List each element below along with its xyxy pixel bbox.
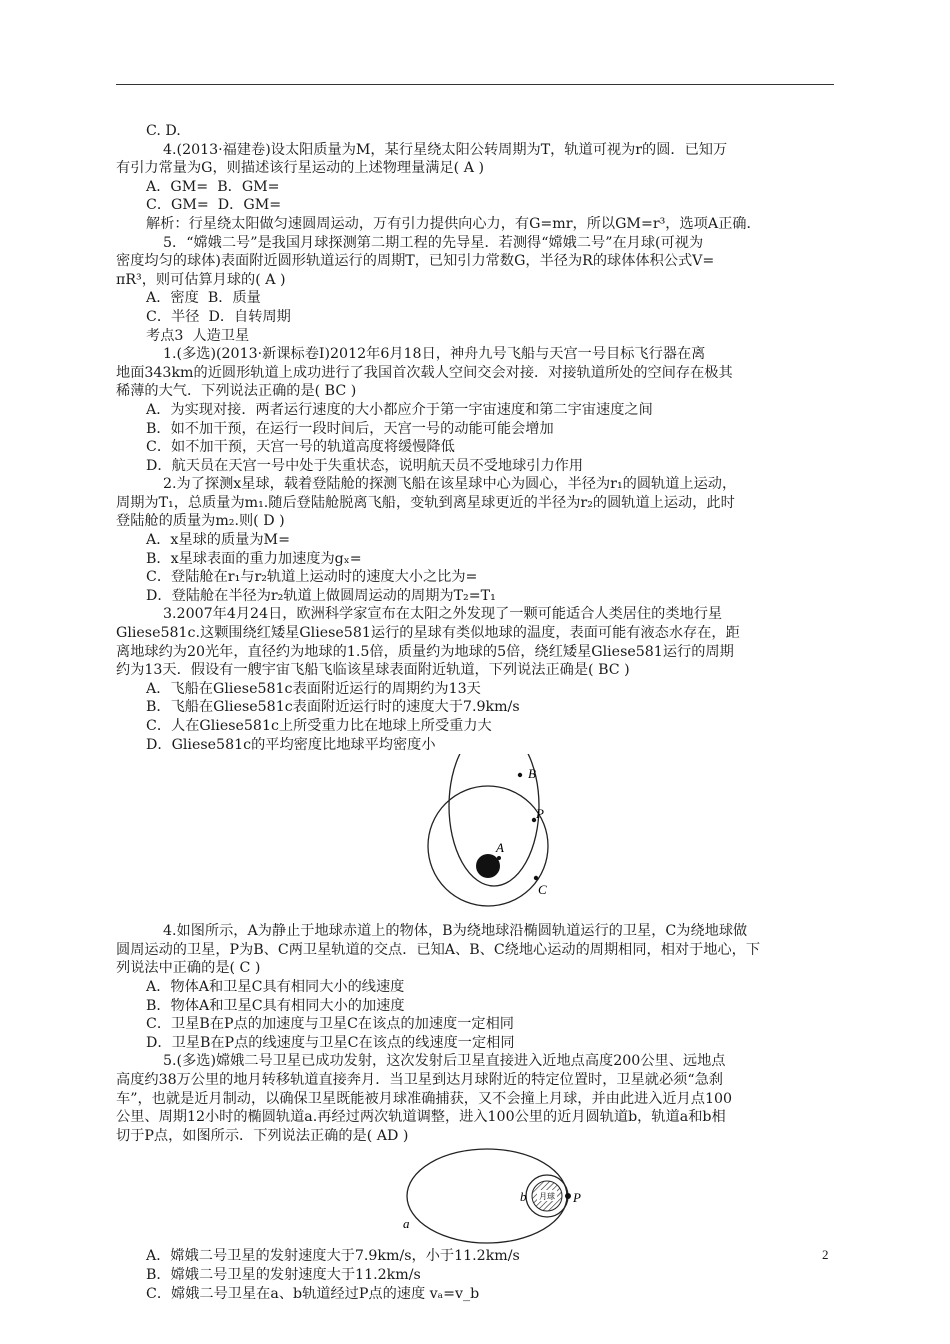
text-line: 4.如图所示，A为静止于地球赤道上的物体，B为绕地球沿椭圆轨道运行的卫星，C为绕地球做 — [163, 923, 748, 940]
text-line: 4.(2013·福建卷)设太阳质量为M，某行星绕太阳公转周期为T，轨道可视为r的圆．已知万 — [163, 141, 728, 158]
text-line: A．物体A和卫星C具有相同大小的线速度 — [146, 978, 405, 995]
text-line: D．航天员在天宫一号中处于失重状态，说明航天员不受地球引力作用 — [146, 457, 584, 474]
text-line: 周期为T₁，总质量为m₁.随后登陆舱脱离飞船，变轨到离星球更近的半径为r₂的圆轨道上运动，此时 — [116, 494, 735, 511]
text-line: A．密度 B．质量 — [146, 290, 261, 307]
text-line: 约为13天．假设有一艘宇宙飞船飞临该星球表面附近轨道，下列说法正确是( BC ) — [116, 662, 630, 679]
text-line: D．卫星B在P点的线速度与卫星C在该点的线速度一定相同 — [146, 1034, 515, 1051]
orbit-diagram — [116, 754, 834, 922]
point-b-dot — [518, 773, 522, 777]
text-line: B．如不加干预，在运行一段时间后，天宫一号的动能可能会增加 — [146, 420, 554, 437]
orbit-c-circle — [428, 786, 548, 906]
label-b: B — [528, 766, 536, 782]
text-line: 切于P点，如图所示．下列说法正确的是( AD ) — [116, 1127, 409, 1144]
text-block-bottom — [116, 1247, 834, 1303]
text-line: B．飞船在Gliese581c表面附近运行时的速度大于7.9km/s — [146, 699, 520, 716]
header-rule — [116, 84, 834, 85]
point-a-dot — [497, 856, 501, 860]
text-block-top — [116, 122, 834, 754]
text-line: B．x星球表面的重力加速度为gₓ= — [146, 550, 362, 567]
text-line: C．半径 D．自转周期 — [146, 308, 291, 325]
point-c-dot — [534, 876, 538, 880]
text-line: Gliese581c.这颗围绕红矮星Gliese581运行的星球有类似地球的温度，表面可能有液态水存在，距 — [116, 625, 740, 642]
text-line: 地面343km的近圆形轨道上成功进行了我国首次载人空间交会对接．对接轨道所处的空间存在极其 — [116, 364, 733, 381]
label-a: a — [403, 1216, 410, 1232]
text-line: 考点3 人造卫星 — [146, 327, 250, 344]
text-line: D．Gliese581c的平均密度比地球平均密度小 — [146, 736, 436, 753]
label-c: C — [538, 882, 547, 898]
text-line: 1.(多选)(2013·新课标卷Ⅰ)2012年6月18日，神舟九号飞船与天宫一号目标飞行器在离 — [163, 346, 706, 363]
text-line: 有引力常量为G，则描述该行星运动的上述物理量满足( A ) — [116, 160, 484, 177]
text-line: 3.2007年4月24日，欧洲科学家宣布在太阳之外发现了一颗可能适合人类居住的类地行星 — [163, 606, 723, 623]
text-line: 稀薄的大气．下列说法正确的是( BC ) — [116, 383, 357, 400]
text-line: A．嫦娥二号卫星的发射速度大于7.9km/s，小于11.2km/s — [146, 1248, 520, 1265]
text-line: A．为实现对接．两者运行速度的大小都应介于第一宇宙速度和第二宇宙速度之间 — [146, 401, 653, 418]
text-line: D．登陆舱在半径为r₂轨道上做圆周运动的周期为T₂=T₁ — [146, 587, 496, 604]
text-line: C．人在Gliese581c上所受重力比在地球上所受重力大 — [146, 718, 492, 734]
text-line: 解析：行星绕太阳做匀速圆周运动，万有引力提供向心力，有G=mr，所以GM=r³，选项A正确． — [146, 215, 761, 232]
text-line: 2.为了探测x星球，载着登陆舱的探测飞船在该星球中心为圆心，半径为r₁的圆轨道上运动， — [163, 476, 737, 493]
text-line: 5.(多选)嫦娥二号卫星已成功发射，这次发射后卫星直接进入近地点高度200公里、远地点 — [163, 1053, 726, 1070]
earth-disc — [476, 854, 500, 878]
text-line: πR³，则可估算月球的( A ) — [116, 271, 286, 288]
text-line: C．GM= D．GM= — [146, 197, 282, 214]
text-line: 列说法中正确的是( C ) — [116, 960, 261, 977]
text-line: B．嫦娥二号卫星的发射速度大于11.2km/s — [146, 1266, 421, 1283]
text-line: C．登陆舱在r₁与r₂轨道上运动时的速度大小之比为= — [146, 569, 478, 586]
point-p-dot — [565, 1193, 571, 1199]
text-line: B．物体A和卫星C具有相同大小的加速度 — [146, 997, 405, 1014]
text-line: 车”，也就是近月制动，以确保卫星既能被月球准确捕获，又不会撞上月球，并由此进入近月点100 — [116, 1090, 733, 1107]
text-line: 圆周运动的卫星，P为B、C两卫星轨道的交点．已知A、B、C绕地心运动的周期相同，相对于地心，下 — [116, 941, 761, 958]
figure-lunar-orbits — [116, 1145, 834, 1247]
label-p: P — [536, 806, 544, 822]
text-line: 登陆舱的质量为m₂.则( D ) — [116, 513, 285, 530]
text-line: 离地球约为20光年，直径约为地球的1.5倍，质量约为地球的5倍，绕红矮星Gliese581运行的周期 — [116, 643, 734, 660]
text-line: C. D. — [146, 123, 181, 139]
label-b: b — [520, 1189, 527, 1205]
text-line: C．如不加干预，天宫一号的轨道高度将缓慢降低 — [146, 439, 455, 456]
label-moon: 月球 — [539, 1192, 555, 1202]
figure-orbits-abc — [116, 754, 834, 922]
text-line: 公里、周期12小时的椭圆轨道a.再经过两次轨道调整，进入100公里的近月圆轨道b，轨道a和b相 — [116, 1109, 726, 1126]
page-number: 2 — [822, 1247, 829, 1262]
text-line: C．嫦娥二号卫星在a、b轨道经过P点的速度 vₐ=v_b — [146, 1285, 480, 1302]
text-line: 5．“嫦娥二号”是我国月球探测第二期工程的先导星．若测得“嫦娥二号”在月球(可视为 — [163, 234, 704, 251]
page-content — [116, 122, 834, 1303]
lunar-orbit-diagram — [116, 1145, 834, 1247]
text-line: A．x星球的质量为M= — [146, 532, 290, 549]
text-line: A．飞船在Gliese581c表面附近运行的周期约为13天 — [146, 680, 481, 697]
label-a: A — [496, 840, 504, 856]
text-line: 密度均匀的球体)表面附近圆形轨道运行的周期T，已知引力常数G，半径为R的球体体积公式V= — [116, 253, 715, 270]
label-p: P — [573, 1190, 581, 1206]
text-line: C．卫星B在P点的加速度与卫星C在该点的加速度一定相同 — [146, 1016, 514, 1033]
text-line: 高度约38万公里的地月转移轨道直接奔月．当卫星到达月球附近的特定位置时，卫星就必须“急刹 — [116, 1071, 723, 1088]
text-block-mid — [116, 922, 834, 1145]
text-line: A．GM= B．GM= — [146, 178, 280, 195]
